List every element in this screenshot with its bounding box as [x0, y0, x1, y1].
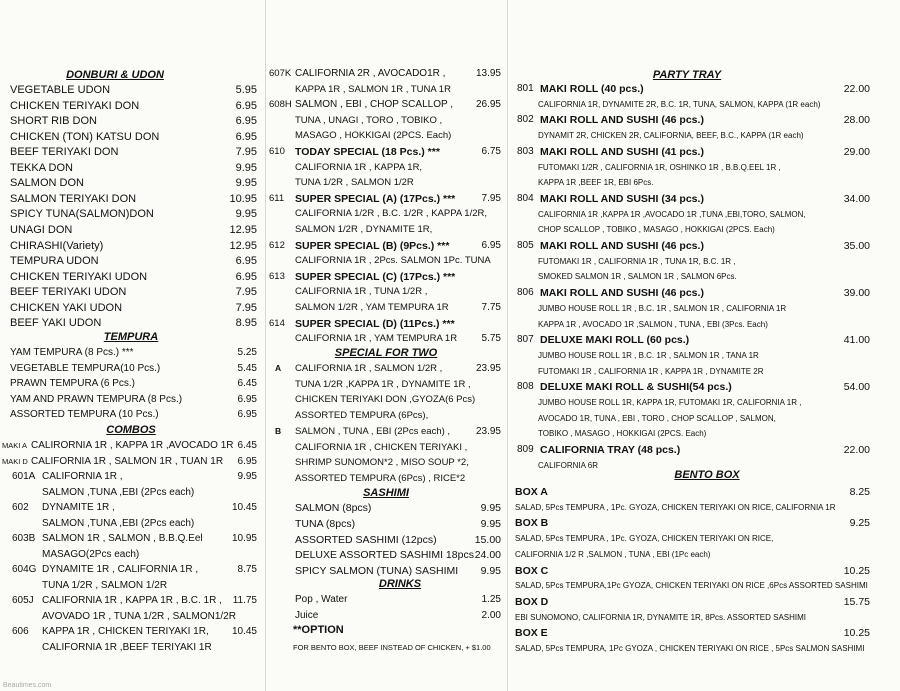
combo-price: 10.45	[231, 626, 257, 637]
special-title: SUPER SPECIAL (C) (17Pcs.) ***	[295, 270, 456, 283]
menu-item	[0, 146, 265, 162]
item-name: SHORT RIB DON	[10, 115, 97, 128]
combo-code: 603B	[12, 533, 36, 544]
combo-name: DYNAMITE 1R ,	[42, 502, 115, 513]
menu-item	[0, 363, 265, 379]
item-price: 6.95	[237, 409, 257, 420]
bento-detail: SALAD, 5Pcs TEMPURA, 1Pc GYOZA , CHICKEN TERIYAKI ON RICE , 5Pcs SALMON SASHIMI	[515, 644, 865, 653]
party-title: DELUXE MAKI ROLL (60 pcs.)	[540, 334, 690, 347]
special-price: 6.75	[481, 146, 501, 157]
party-detail: DYNAMIT 2R, CHICKEN 2R, CALIFORNIA, BEEF, B.C., KAPPA (1R each)	[538, 131, 804, 141]
party-price: 28.00	[843, 114, 870, 127]
special-price: 5.75	[481, 333, 501, 345]
party-detail: KAPPA 1R ,BEEF 1R, EBI 6Pcs.	[538, 178, 654, 188]
option-heading: **OPTION	[293, 624, 344, 636]
tempura-heading: TEMPURA	[103, 331, 159, 343]
combo-price: 11.75	[232, 595, 257, 606]
special-two-price: 23.95	[475, 425, 501, 437]
special-title: SALMON , EBI , CHOP SCALLOP ,	[295, 99, 454, 111]
item-price: 12.95	[229, 239, 257, 252]
menu-item	[0, 302, 265, 318]
item-name: VEGETABLE TEMPURA(10 Pcs.)	[10, 362, 161, 374]
item-price: 9.95	[480, 502, 501, 514]
combo-detail: TUNA 1/2R , SALMON 1/2R	[42, 579, 168, 591]
bento-price: 10.25	[843, 627, 870, 640]
bento-detail: SALAD, 5Pcs TEMPURA,1Pc GYOZA, CHICKEN TERIYAKI ON RICE ,6Pcs ASSORTED SASHIMI	[515, 581, 868, 591]
combos-heading: COMBOS	[106, 424, 156, 436]
party-detail: CALIFORNIA 1R, DYNAMITE 2R, B.C. 1R, TUNA, SALMON, KAPPA (1R each)	[538, 99, 821, 109]
party-detail: JUMBO HOUSE ROLL 1R , B.C. 1R , SALMON 1R , TANA 1R	[538, 350, 759, 360]
special-detail-text: TUNA 1/2R , SALMON 1/2R	[295, 177, 414, 189]
combo-code: MAKI A	[2, 441, 28, 450]
menu-item	[265, 610, 507, 626]
item-price: 6.95	[235, 255, 257, 268]
item-price: 9.95	[235, 177, 257, 190]
party-title: DELUXE MAKI ROLL & SUSHI(54 pcs.)	[540, 381, 732, 394]
bento-heading: BENTO BOX	[674, 469, 740, 481]
item-price: 15.00	[474, 533, 501, 546]
item-price: 7.95	[235, 286, 257, 299]
menu-item	[0, 115, 265, 131]
bento-price: 8.25	[849, 486, 870, 498]
party-code: 809	[517, 444, 534, 456]
item-name: YAM AND PRAWN TEMPURA (8 Pcs.)	[10, 393, 183, 405]
item-price: 10.95	[229, 192, 257, 205]
menu-item	[0, 131, 265, 147]
bento-detail: EBI SUNOMONO, CALIFORNIA 1R, DYNAMITE 1R, 8Pcs. ASSORTED SASHIMI	[515, 612, 807, 622]
special-detail-text: SALMON 1/2R , DYNAMITE 1R,	[295, 224, 433, 235]
combo-code: MAKI D	[2, 456, 28, 466]
bento-detail: SALAD, 5Pcs TEMPURA , 1Pc. GYOZA, CHICKEN TERIYAKI ON RICE, CALIFORNIA 1R	[515, 502, 836, 512]
item-price: 9.95	[235, 161, 257, 174]
special-code: 608H	[269, 99, 292, 111]
donburi-heading: DONBURI & UDON	[66, 69, 164, 81]
menu-item	[0, 193, 265, 209]
combo-name: DYNAMITE 1R , CALIFORNIA 1R ,	[42, 564, 199, 575]
special-two-text: ASSORTED TEMPURA (6Pcs) , RICE*2	[295, 472, 466, 484]
item-name: CHICKEN TERIYAKI UDON	[10, 270, 148, 283]
party-price: 29.00	[843, 145, 870, 158]
item-name: CHICKEN (TON) KATSU DON	[10, 130, 160, 143]
combo-name: KAPPA 1R , CHICKEN TERIYAKI 1R,	[42, 626, 209, 637]
party-detail: AVOCADO 1R, TUNA , EBI , TORO , CHOP SCALLOP , SALMON,	[538, 413, 776, 423]
option-note: FOR BENTO BOX, BEEF INSTEAD OF CHICKEN, + $1.00	[293, 643, 491, 652]
party-detail: FUTOMAKI 1/2R , CALIFORNIA 1R, OSHINKO 1R , B.B.Q.EEL 1R ,	[538, 162, 781, 172]
special-price: 26.95	[475, 99, 501, 111]
special-detail-text: CALIFORNIA 1R , YAM TEMPURA 1R	[295, 333, 458, 345]
item-name: TEKKA DON	[10, 161, 73, 174]
party-code: 803	[517, 145, 534, 157]
bento-price: 10.25	[843, 564, 870, 577]
item-price: 24.00	[474, 549, 501, 562]
bento-detail: SALAD, 5Pcs TEMPURA , 1Pc. GYOZA, CHICKEN TERIYAKI ON RICE,	[515, 534, 774, 544]
party-title: MAKI ROLL AND SUSHI (46 pcs.)	[540, 240, 704, 252]
party-title: CALIFORNIA TRAY (48 pcs.)	[540, 444, 681, 457]
special-detail-text: CALIFORNIA 1R , KAPPA 1R,	[295, 161, 423, 173]
party-code: 802	[517, 114, 534, 126]
combo-price: 6.45	[237, 440, 257, 451]
party-price: 34.00	[843, 192, 870, 205]
special-code: 610	[269, 146, 285, 157]
menu-item	[0, 84, 265, 100]
special-detail-text: MASAGO , HOKKIGAI (2PCS. Each)	[295, 130, 452, 142]
party-price: 35.00	[843, 240, 870, 252]
combo-name: CALIFORNIA 1R , SALMON 1R , TUAN 1R	[31, 455, 224, 467]
party-detail: CHOP SCALLOP , TOBIKO , MASAGO , HOKKIGAI (2PCS. Each)	[538, 225, 775, 235]
special-two-text: ASSORTED TEMPURA (6Pcs),	[295, 410, 429, 422]
menu-item	[0, 208, 265, 224]
special-detail-text: KAPPA 1R , SALMON 1R , TUNA 1R	[295, 83, 451, 95]
party-detail: FUTOMAKI 1R , CALIFORNIA 1R , KAPPA 1R , DYNAMITE 2R	[538, 366, 764, 376]
party-price: 22.00	[843, 444, 870, 457]
special-two-code: A	[275, 363, 282, 373]
combo-detail: AVOVADO 1R , TUNA 1/2R , SALMON1/2R	[42, 610, 236, 622]
party-title: MAKI ROLL (40 pcs.)	[540, 83, 644, 95]
menu-item	[265, 518, 507, 534]
item-price: 5.25	[237, 347, 257, 358]
party-code: 801	[517, 83, 534, 94]
special-title: TODAY SPECIAL (18 Pcs.) ***	[295, 146, 440, 158]
special-two-price: 23.95	[475, 363, 501, 374]
party-code: 808	[517, 381, 534, 393]
item-name: CHICKEN TERIYAKI DON	[10, 99, 140, 112]
item-name: ASSORTED TEMPURA (10 Pcs.)	[10, 409, 159, 420]
special-two-text: TUNA 1/2R ,KAPPA 1R , DYNAMITE 1R ,	[295, 378, 471, 390]
item-price: 6.95	[237, 393, 257, 405]
special-title: CALIFORNIA 2R , AVOCADO1R ,	[295, 68, 446, 79]
special-two-text: SALMON , TUNA , EBI (2Pcs each) ,	[295, 425, 451, 437]
special-two-text: CALIFORNIA 1R , CHICKEN TERIYAKI ,	[295, 441, 468, 453]
special-two-code: B	[275, 425, 282, 436]
party-detail: FUTOMAKI 1R , CALIFORNIA 1R , TUNA 1R, B.C. 1R ,	[538, 256, 736, 266]
sashimi-heading: SASHIMI	[363, 487, 409, 499]
menu-item	[0, 100, 265, 116]
party-detail: JUMBO HOUSE ROLL 1R , B.C. 1R , SALMON 1R , CALIFORNIA 1R	[538, 303, 787, 313]
item-price: 6.45	[237, 378, 257, 389]
party-detail: CALIFORNIA 1R ,KAPPA 1R ,AVOCADO 1R ,TUNA ,EBI,TORO, SALMON,	[538, 209, 806, 219]
combo-name: SALMON 1R , SALMON , B.B.Q.Eel	[42, 533, 203, 544]
item-name: TUNA (8pcs)	[295, 517, 356, 530]
menu-item	[0, 224, 265, 240]
combo-code: 602	[12, 502, 29, 513]
item-price: 7.95	[235, 301, 257, 314]
combo-price: 8.75	[237, 564, 257, 575]
special-title: SUPER SPECIAL (D) (11Pcs.) ***	[295, 317, 455, 330]
special-two-heading: SPECIAL FOR TWO	[334, 347, 438, 359]
combo-detail: SALMON ,TUNA ,EBI (2Pcs each)	[42, 517, 195, 529]
menu-item	[0, 162, 265, 178]
combo-price: 10.95	[231, 533, 257, 544]
party-code: 804	[517, 192, 534, 204]
combo-code: 604G	[12, 564, 37, 575]
special-two-text: SHRIMP SUNOMON*2 , MISO SOUP *2,	[295, 457, 469, 469]
special-detail-text: TUNA , UNAGI , TORO , TOBIKO ,	[295, 114, 443, 126]
item-name: CHIRASHI(Variety)	[10, 239, 104, 252]
item-price: 8.95	[235, 317, 257, 330]
combo-code: 601A	[12, 471, 36, 482]
item-price: 6.95	[235, 99, 257, 112]
special-detail-text: CALIFORNIA 1R , 2Pcs. SALMON 1Pc. TUNA	[295, 255, 491, 267]
item-price: 2.00	[481, 609, 501, 621]
party-detail: JUMBO HOUSE ROLL 1R, KAPPA 1R, FUTOMAKI 1R, CALIFORNIA 1R ,	[538, 398, 802, 407]
item-price: 9.95	[480, 565, 501, 578]
menu-item	[0, 347, 265, 363]
party-price: 54.00	[843, 381, 870, 394]
menu-item	[265, 534, 507, 550]
combo-detail: CALIFORNIA 1R ,BEEF TERIYAKI 1R	[42, 641, 212, 653]
combo-name: CALIFORNIA 1R ,	[42, 471, 123, 482]
menu-item	[265, 549, 507, 565]
special-title: SUPER SPECIAL (B) (9Pcs.) ***	[295, 239, 450, 252]
item-price: 6.95	[235, 130, 257, 143]
special-code: 614	[269, 317, 285, 329]
combo-price: 6.95	[237, 455, 257, 467]
combo-price: 9.95	[237, 471, 257, 482]
item-name: ASSORTED SASHIMI (12pcs)	[295, 533, 437, 546]
special-detail-text: SALMON 1/2R , YAM TEMPURA 1R	[295, 302, 449, 313]
special-code: 612	[269, 239, 285, 251]
party-detail: CALIFORNIA 6R	[538, 460, 599, 470]
special-detail-text: CALIFORNIA 1/2R , B.C. 1/2R , KAPPA 1/2R,	[295, 208, 488, 220]
item-name: TEMPURA UDON	[10, 255, 99, 268]
item-name: BEEF YAKI UDON	[10, 317, 102, 330]
combo-detail: MASAGO(2Pcs each)	[42, 548, 140, 560]
menu-item	[0, 394, 265, 410]
item-price: 5.95	[235, 84, 257, 96]
special-price: 7.75	[481, 302, 501, 313]
special-two-text: CHICKEN TERIYAKI DON ,GYOZA(6 Pcs)	[295, 394, 476, 406]
item-name: SPICY SALMON (TUNA) SASHIMI	[295, 565, 459, 578]
bento-title: BOX C	[515, 564, 549, 577]
combo-code: 606	[12, 626, 29, 637]
menu-item	[0, 240, 265, 256]
item-name: BEEF TERIYAKI UDON	[10, 286, 127, 299]
menu-item	[0, 286, 265, 302]
item-price: 7.95	[235, 146, 257, 159]
party-code: 805	[517, 240, 534, 251]
item-name: DELUXE ASSORTED SASHIMI 18pcs	[295, 549, 474, 562]
party-title: MAKI ROLL AND SUSHI (46 pcs.)	[540, 287, 704, 300]
special-detail-text: CALIFORNIA 1R , TUNA 1/2R ,	[295, 286, 428, 298]
item-name: SALMON DON	[10, 177, 84, 190]
party-price: 41.00	[843, 334, 870, 347]
item-name: Pop , Water	[295, 594, 348, 605]
party-price: 39.00	[843, 287, 870, 300]
combo-price: 10.45	[231, 502, 257, 513]
combo-detail: SALMON ,TUNA ,EBI (2Pcs each)	[42, 486, 195, 498]
bento-title: BOX E	[515, 627, 548, 640]
party-detail: TOBIKO , MASAGO , HOKKIGAI (2PCS. Each)	[538, 429, 707, 439]
special-code: 611	[269, 192, 285, 204]
bento-price: 15.75	[843, 595, 870, 608]
special-price: 6.95	[481, 239, 501, 251]
item-price: 9.95	[480, 517, 501, 530]
party-code: 806	[517, 287, 534, 299]
item-name: SALMON TERIYAKI DON	[10, 192, 137, 205]
item-price: 6.95	[235, 270, 257, 283]
item-name: SPICY TUNA(SALMON)DON	[10, 208, 154, 221]
drinks-heading: DRINKS	[378, 578, 422, 590]
item-name: CHICKEN YAKI UDON	[10, 301, 123, 314]
menu-item	[0, 409, 265, 425]
party-detail: SMOKED SALMON 1R , SALMON 1R , SALMON 6Pcs.	[538, 272, 737, 282]
bento-title: BOX A	[515, 486, 548, 498]
special-code: 613	[269, 270, 285, 282]
item-price: 5.45	[237, 362, 257, 374]
party-code: 807	[517, 334, 534, 346]
item-price: 9.95	[235, 208, 257, 221]
menu-item	[265, 502, 507, 518]
menu-item	[0, 271, 265, 287]
item-price: 6.95	[235, 115, 257, 128]
special-title: SUPER SPECIAL (A) (17Pcs.) ***	[295, 192, 456, 205]
item-name: PRAWN TEMPURA (6 Pcs.)	[10, 378, 136, 389]
special-price: 7.95	[481, 192, 501, 204]
party-title: MAKI ROLL AND SUSHI (41 pcs.)	[540, 145, 704, 158]
item-name: SALMON (8pcs)	[295, 502, 372, 514]
item-price: 1.25	[481, 594, 501, 605]
item-name: UNAGI DON	[10, 223, 73, 236]
bento-detail: CALIFORNIA 1/2 R ,SALMON , TUNA , EBI (1Pc each)	[515, 549, 711, 559]
item-name: Juice	[295, 609, 319, 621]
bento-price: 9.25	[849, 517, 870, 530]
item-name: YAM TEMPURA (8 Pcs.) ***	[10, 347, 134, 358]
combo-name: CALIRORNIA 1R , KAPPA 1R ,AVOCADO 1R	[31, 440, 234, 451]
special-two-text: CALIFORNIA 1R , SALMON 1/2R ,	[295, 363, 443, 374]
item-name: BEEF TERIYAKI DON	[10, 146, 119, 159]
menu-item	[265, 594, 507, 610]
party-title: MAKI ROLL AND SUSHI (46 pcs.)	[540, 114, 704, 127]
party-title: MAKI ROLL AND SUSHI (34 pcs.)	[540, 192, 704, 205]
special-code: 607K	[269, 68, 292, 79]
watermark: Beautimes.com	[3, 682, 52, 689]
item-price: 12.95	[229, 223, 257, 236]
party-detail: KAPPA 1R , AVOCADO 1R ,SALMON , TUNA , EBI (3Pcs. Each)	[538, 319, 768, 329]
menu-item	[0, 378, 265, 394]
combo-name: CALIFORNIA 1R , KAPPA 1R , B.C. 1R ,	[42, 595, 222, 606]
item-name: VEGETABLE UDON	[10, 84, 111, 96]
bento-title: BOX D	[515, 595, 549, 608]
party-price: 22.00	[843, 83, 870, 95]
combo-code: 605J	[12, 595, 34, 606]
bento-title: BOX B	[515, 517, 549, 530]
special-price: 13.95	[475, 68, 501, 79]
menu-item	[0, 255, 265, 271]
menu-item	[0, 177, 265, 193]
party-tray-heading: PARTY TRAY	[652, 69, 722, 81]
